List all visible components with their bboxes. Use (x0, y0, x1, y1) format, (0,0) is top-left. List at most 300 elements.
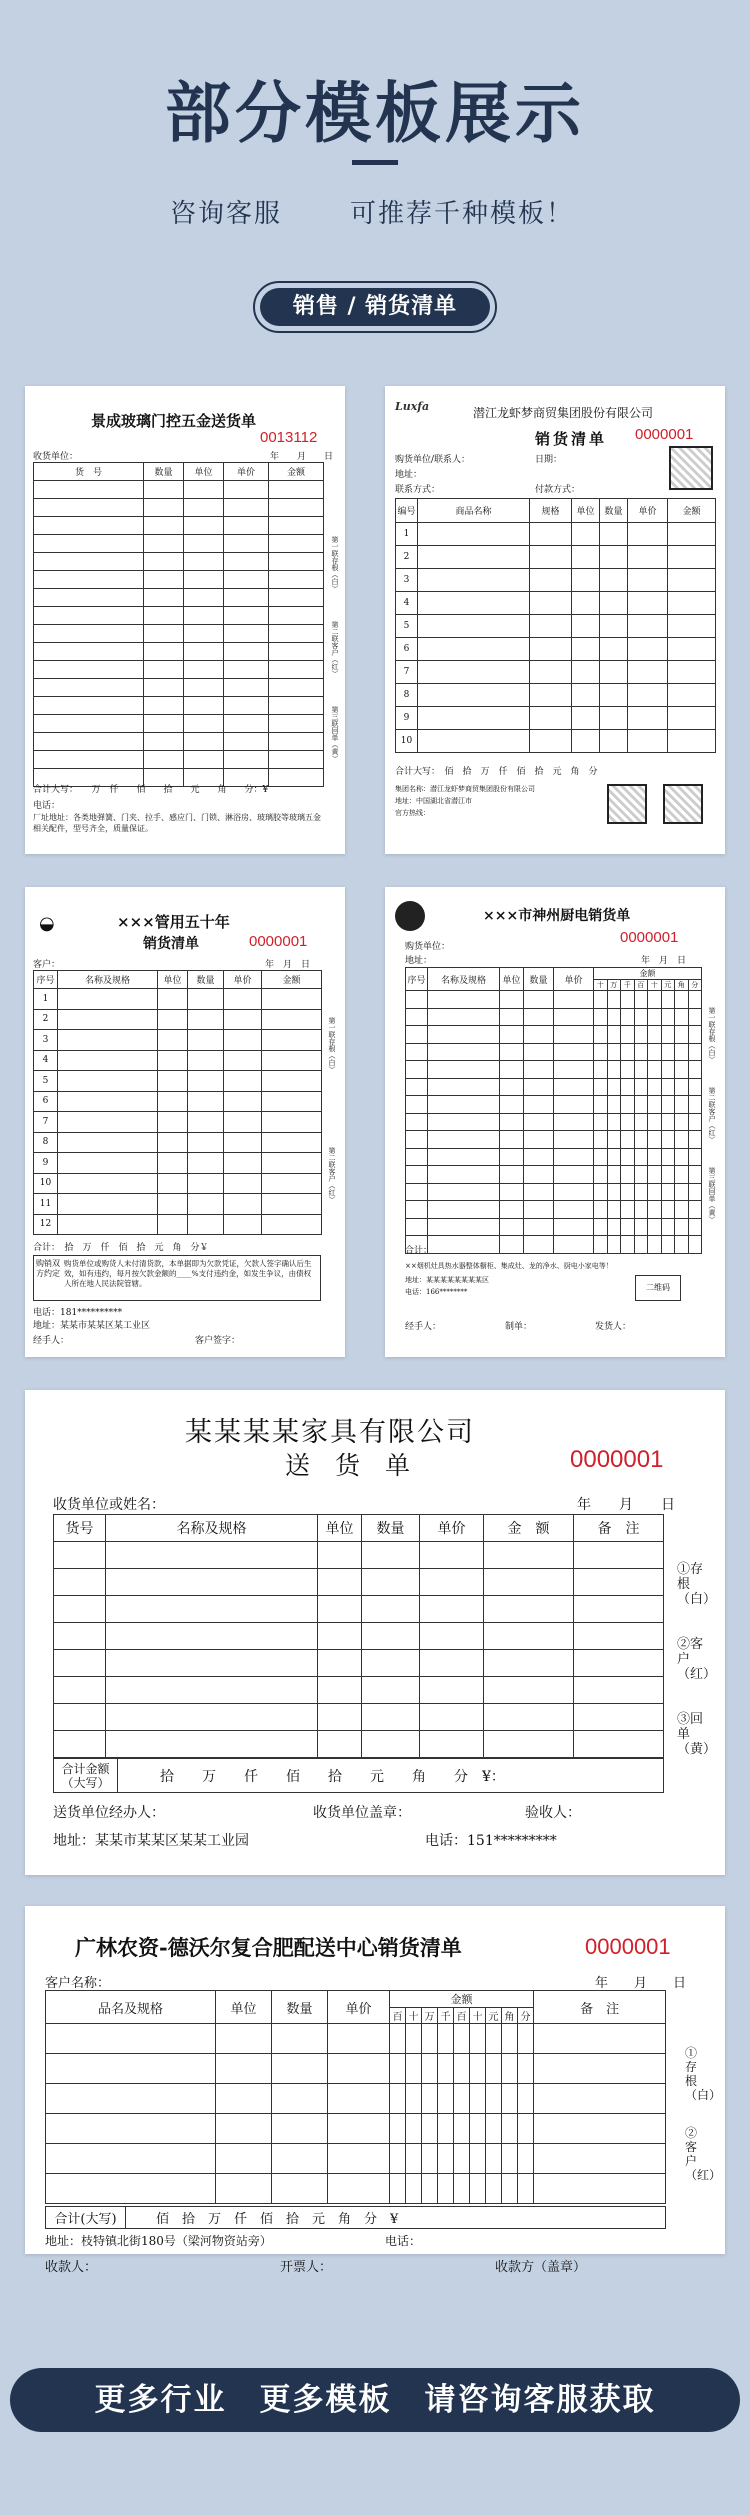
table-cell (158, 1112, 188, 1133)
table-cell (216, 2054, 272, 2084)
table-cell (530, 638, 572, 661)
card4-digit: 千 (621, 980, 635, 991)
table-cell (554, 1061, 594, 1079)
table-cell (54, 1596, 106, 1623)
table-cell (362, 1704, 420, 1731)
card2-date: 日期： (535, 455, 563, 465)
table-cell (530, 523, 572, 546)
card2-header: 编号 (396, 499, 418, 523)
table-cell (524, 1113, 554, 1131)
table-cell (518, 2144, 534, 2174)
card2-address: 地址： (395, 470, 423, 480)
table-cell (648, 991, 662, 1009)
table-cell (144, 643, 184, 661)
table-cell (621, 1026, 635, 1044)
table-cell (661, 1026, 675, 1044)
table-cell (428, 1166, 500, 1184)
table-cell (502, 2084, 518, 2114)
card4-digit: 十 (648, 980, 662, 991)
table-cell (184, 625, 224, 643)
card2-total: 合计大写： 佰 拾 万 仟 佰 拾 元 角 分 (395, 767, 598, 777)
table-cell (554, 1043, 594, 1061)
card2-row-number: 8 (396, 684, 418, 707)
card3-row-number: 1 (34, 989, 58, 1010)
card2-note-1: 集团名称：潜江龙虾梦商贸集团股份有限公司 (395, 785, 535, 793)
table-cell (362, 1542, 420, 1569)
table-cell (607, 1113, 621, 1131)
table-cell (607, 1183, 621, 1201)
table-cell (428, 991, 500, 1009)
table-cell (530, 730, 572, 753)
card3-address: 地址：某某市某某区某工业区 (33, 1321, 151, 1331)
card1-header: 货 号 (34, 463, 144, 481)
template-card-2[interactable] (385, 386, 725, 854)
table-cell (34, 535, 144, 553)
table-cell (34, 625, 144, 643)
table-cell (428, 1061, 500, 1079)
table-cell (530, 546, 572, 569)
table-cell (224, 517, 269, 535)
table-cell (328, 2084, 390, 2114)
card4-header: 数量 (524, 968, 554, 991)
table-cell (648, 1131, 662, 1149)
table-cell (328, 2054, 390, 2084)
table-cell (362, 1650, 420, 1677)
card2-header: 单价 (628, 499, 668, 523)
table-cell (648, 1096, 662, 1114)
table-cell (675, 1078, 689, 1096)
card6-phone: 电话： (385, 2234, 422, 2248)
table-cell (224, 1091, 262, 1112)
card3-row-number: 11 (34, 1194, 58, 1215)
table-cell (524, 1201, 554, 1219)
table-cell (224, 589, 269, 607)
card5-date: 年 月 日 (577, 1497, 675, 1513)
table-cell (144, 499, 184, 517)
card4-header: 序号 (406, 968, 428, 991)
table-cell (390, 2144, 406, 2174)
table-cell (500, 1148, 524, 1166)
table-cell (58, 1153, 158, 1174)
table-cell (318, 1596, 362, 1623)
template-card-4[interactable] (385, 887, 725, 1357)
table-cell (418, 592, 530, 615)
table-cell (574, 1704, 664, 1731)
table-cell (661, 1166, 675, 1184)
table-cell (634, 1043, 648, 1061)
table-cell (594, 1218, 608, 1236)
table-cell (486, 2024, 502, 2054)
table-cell (634, 1061, 648, 1079)
table-cell (34, 715, 144, 733)
table-cell (675, 1166, 689, 1184)
table-cell (600, 661, 628, 684)
table-cell (428, 1043, 500, 1061)
card6-total-label: 合计(大写) (46, 2207, 126, 2229)
card2-note-2: 地址：中国湖北省潜江市 (395, 797, 472, 805)
template-card-5[interactable] (25, 1390, 725, 1875)
table-cell (262, 1112, 322, 1133)
table-cell (188, 1071, 224, 1092)
table-cell (406, 1183, 428, 1201)
table-cell (534, 2114, 666, 2144)
table-cell (224, 733, 269, 751)
table-cell (328, 2174, 390, 2204)
card5-side-1: ①存根（白） (677, 1562, 717, 1607)
table-cell (224, 1009, 262, 1030)
table-cell (418, 661, 530, 684)
table-cell (634, 1026, 648, 1044)
table-cell (58, 1030, 158, 1051)
table-cell (224, 607, 269, 625)
table-cell (500, 1078, 524, 1096)
table-cell (406, 1218, 428, 1236)
card2-qr-code (669, 446, 713, 490)
table-cell (661, 1061, 675, 1079)
table-cell (144, 517, 184, 535)
table-cell (688, 1078, 702, 1096)
table-cell (428, 1148, 500, 1166)
table-cell (688, 1043, 702, 1061)
table-cell (216, 2084, 272, 2114)
table-cell (54, 1569, 106, 1596)
table-cell (420, 1650, 484, 1677)
card6-digit: 元 (486, 2008, 502, 2024)
card6-digit: 百 (390, 2008, 406, 2024)
table-cell (272, 2114, 328, 2144)
table-cell (572, 661, 600, 684)
table-cell (262, 1153, 322, 1174)
table-cell (534, 2174, 666, 2204)
table-cell (628, 523, 668, 546)
table-cell (428, 1026, 500, 1044)
table-cell (184, 715, 224, 733)
card1-title: 景成玻璃门控五金送货单 (91, 412, 257, 430)
table-cell (688, 1218, 702, 1236)
table-cell (269, 769, 324, 787)
card6-digit: 分 (518, 2008, 534, 2024)
table-cell (524, 1148, 554, 1166)
card4-logo-icon (395, 901, 425, 931)
table-cell (574, 1677, 664, 1704)
card4-digit: 十 (594, 980, 608, 991)
table-cell (224, 1153, 262, 1174)
card1-table (33, 462, 324, 787)
table-cell (318, 1677, 362, 1704)
table-cell (502, 2114, 518, 2144)
card6-customer: 客户名称： (45, 1976, 111, 1991)
table-cell (406, 1078, 428, 1096)
table-cell (328, 2144, 390, 2174)
table-cell (500, 1236, 524, 1254)
table-cell (668, 707, 716, 730)
table-cell (106, 1731, 318, 1758)
table-cell (524, 1166, 554, 1184)
table-cell (184, 553, 224, 571)
table-cell (362, 1677, 420, 1704)
card6-digit: 角 (502, 2008, 518, 2024)
table-cell (58, 1173, 158, 1194)
table-cell (184, 661, 224, 679)
table-cell (668, 730, 716, 753)
table-cell (634, 991, 648, 1009)
table-cell (594, 1236, 608, 1254)
card3-phone: 电话：181********** (33, 1308, 123, 1318)
table-cell (607, 1166, 621, 1184)
table-cell (406, 1166, 428, 1184)
table-cell (262, 1214, 322, 1235)
table-cell (600, 730, 628, 753)
table-cell (58, 1050, 158, 1071)
table-cell (58, 1071, 158, 1092)
table-cell (362, 1731, 420, 1758)
table-cell (524, 1043, 554, 1061)
table-cell (224, 481, 269, 499)
table-cell (269, 625, 324, 643)
table-cell (34, 499, 144, 517)
table-cell (607, 1131, 621, 1149)
table-cell (428, 1008, 500, 1026)
table-cell (34, 517, 144, 535)
table-cell (269, 643, 324, 661)
table-cell (502, 2174, 518, 2204)
table-cell (224, 1173, 262, 1194)
template-card-1[interactable] (25, 386, 345, 854)
table-cell (188, 1173, 224, 1194)
template-card-6[interactable] (25, 1906, 725, 2254)
table-cell (158, 1009, 188, 1030)
table-cell (554, 1008, 594, 1026)
table-cell (502, 2024, 518, 2054)
table-cell (621, 1183, 635, 1201)
card4-buyer: 购货单位： (405, 942, 451, 952)
table-cell (534, 2084, 666, 2114)
table-cell (634, 1218, 648, 1236)
card2-header: 数量 (600, 499, 628, 523)
table-cell (34, 751, 144, 769)
table-cell (188, 1009, 224, 1030)
card6-digit: 十 (406, 2008, 422, 2024)
table-cell (144, 679, 184, 697)
card5-total: 拾 万 仟 佰 拾 元 角 分 ¥： (118, 1759, 664, 1793)
table-cell (216, 2144, 272, 2174)
table-cell (524, 1078, 554, 1096)
table-cell (224, 1214, 262, 1235)
table-cell (530, 569, 572, 592)
table-cell (390, 2174, 406, 2204)
card3-row-number: 2 (34, 1009, 58, 1030)
card2-contact: 联系方式： (395, 485, 441, 495)
table-cell (406, 1201, 428, 1219)
table-cell (390, 2054, 406, 2084)
table-cell (224, 1071, 262, 1092)
table-cell (621, 1131, 635, 1149)
card1-note: 厂址地址：各类地弹簧、门夹、拉手、感应门、门锁、淋浴房、玻璃胶等玻璃五金相关配件，型号齐全，质量保证。 (33, 813, 321, 833)
table-cell (328, 2114, 390, 2144)
table-cell (675, 1131, 689, 1149)
table-cell (418, 730, 530, 753)
template-card-3[interactable] (25, 887, 345, 1357)
table-cell (688, 1166, 702, 1184)
card3-table (33, 970, 322, 1235)
table-cell (574, 1650, 664, 1677)
table-cell (661, 1218, 675, 1236)
table-cell (572, 684, 600, 707)
table-cell (188, 1030, 224, 1051)
table-cell (406, 2054, 422, 2084)
table-cell (484, 1677, 574, 1704)
table-cell (470, 2174, 486, 2204)
table-cell (621, 1218, 635, 1236)
table-cell (621, 991, 635, 1009)
table-cell (648, 1078, 662, 1096)
card5-buyer: 收货单位或姓名： (53, 1497, 165, 1513)
table-cell (628, 615, 668, 638)
hero-subtitle-left: 咨询客服 (170, 199, 283, 229)
table-cell (607, 1026, 621, 1044)
table-cell (418, 546, 530, 569)
card4-digit: 百 (634, 980, 648, 991)
table-cell (661, 1148, 675, 1166)
table-cell (46, 2114, 216, 2144)
table-cell (406, 2144, 422, 2174)
table-cell (318, 1650, 362, 1677)
table-cell (668, 592, 716, 615)
table-cell (428, 1096, 500, 1114)
card5-receiver: 收货单位盖章： (313, 1805, 411, 1821)
table-cell (54, 1677, 106, 1704)
table-cell (428, 1218, 500, 1236)
table-cell (668, 546, 716, 569)
table-cell (554, 1183, 594, 1201)
table-cell (621, 1236, 635, 1254)
card1-date: 年 月 日 (270, 452, 334, 462)
table-cell (554, 991, 594, 1009)
table-cell (46, 2054, 216, 2084)
card4-note: ××烟机灶具热水器整体橱柜、集成灶、龙的净水、厨电小家电等！ (405, 1262, 613, 1270)
card3-total: 合计： 拾 万 仟 佰 拾 元 角 分￥ (33, 1243, 209, 1253)
table-cell (675, 1236, 689, 1254)
table-cell (406, 1026, 428, 1044)
table-cell (470, 2084, 486, 2114)
table-cell (661, 1131, 675, 1149)
table-cell (318, 1542, 362, 1569)
card6-header: 品名及规格 (46, 1991, 216, 2024)
table-cell (184, 607, 224, 625)
card3-terms: 购货单位或购货人未付清货款，本单据即为欠款凭证，欠款人签字确认后生效，如有违约，每月按欠款金额的____%支付违约金，如发生争议，由债权人所在地人民法院管辖。 (64, 1259, 312, 1288)
table-cell (428, 1113, 500, 1131)
card3-row-number: 10 (34, 1173, 58, 1194)
table-cell (574, 1542, 664, 1569)
table-cell (524, 1061, 554, 1079)
table-cell (621, 1043, 635, 1061)
table-cell (58, 1194, 158, 1215)
footer-banner[interactable]: 更多行业 更多模板 请咨询客服获取 (10, 2368, 740, 2432)
card3-header: 单价 (224, 971, 262, 989)
table-cell (406, 2114, 422, 2144)
table-cell (600, 684, 628, 707)
table-cell (428, 1236, 500, 1254)
table-cell (144, 751, 184, 769)
table-cell (500, 1043, 524, 1061)
table-cell (438, 2084, 454, 2114)
table-cell (362, 1596, 420, 1623)
table-cell (420, 1623, 484, 1650)
table-cell (554, 1096, 594, 1114)
table-cell (54, 1650, 106, 1677)
card5-header: 金 额 (484, 1515, 574, 1542)
card4-header: 单位 (500, 968, 524, 991)
table-cell (594, 1113, 608, 1131)
table-cell (144, 697, 184, 715)
table-cell (269, 517, 324, 535)
table-cell (438, 2114, 454, 2144)
table-cell (428, 1131, 500, 1149)
table-cell (184, 751, 224, 769)
table-cell (362, 1569, 420, 1596)
table-cell (106, 1677, 318, 1704)
table-cell (628, 661, 668, 684)
card2-row-number: 3 (396, 569, 418, 592)
table-cell (224, 643, 269, 661)
table-cell (594, 1026, 608, 1044)
table-cell (574, 1596, 664, 1623)
table-cell (594, 1201, 608, 1219)
table-cell (420, 1596, 484, 1623)
table-cell (628, 638, 668, 661)
table-cell (524, 1096, 554, 1114)
card1-header: 金额 (269, 463, 324, 481)
table-cell (486, 2144, 502, 2174)
table-cell (420, 1704, 484, 1731)
card6-date: 年 月 日 (595, 1976, 687, 1991)
card4-sign-1: 经手人： (405, 1322, 442, 1332)
table-cell (184, 481, 224, 499)
table-cell (524, 991, 554, 1009)
table-cell (518, 2114, 534, 2144)
table-cell (502, 2054, 518, 2084)
card3-row-number: 7 (34, 1112, 58, 1133)
title-divider (352, 160, 398, 165)
table-cell (158, 1030, 188, 1051)
table-cell (269, 589, 324, 607)
table-cell (634, 1183, 648, 1201)
table-cell (484, 1569, 574, 1596)
card3-row-number: 5 (34, 1071, 58, 1092)
table-cell (184, 643, 224, 661)
table-cell (534, 2024, 666, 2054)
table-cell (572, 546, 600, 569)
table-cell (272, 2174, 328, 2204)
table-cell (262, 1009, 322, 1030)
table-cell (668, 569, 716, 592)
table-cell (454, 2084, 470, 2114)
card1-total: 合计大写： 万 仟 佰 拾 元 角 分：¥ (33, 785, 269, 795)
table-cell (668, 661, 716, 684)
table-cell (216, 2174, 272, 2204)
card2-header: 单位 (572, 499, 600, 523)
table-cell (594, 991, 608, 1009)
table-cell (554, 1026, 594, 1044)
card3-sign: 客户签字： (195, 1336, 241, 1346)
table-cell (648, 1061, 662, 1079)
table-cell (607, 1148, 621, 1166)
table-cell (634, 1148, 648, 1166)
table-cell (144, 553, 184, 571)
table-cell (634, 1008, 648, 1026)
table-cell (634, 1166, 648, 1184)
table-cell (675, 1218, 689, 1236)
